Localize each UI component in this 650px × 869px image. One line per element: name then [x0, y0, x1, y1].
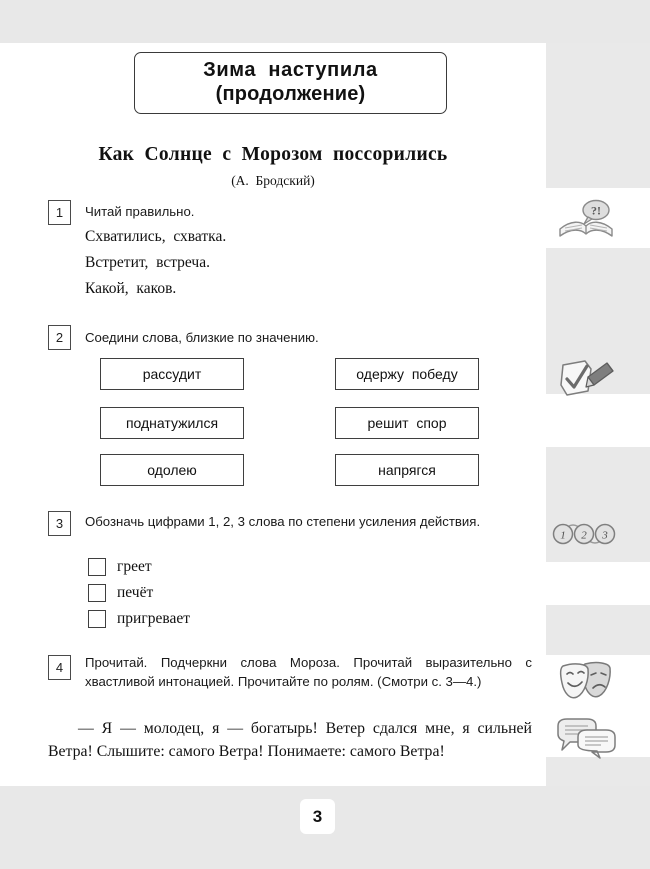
- svg-text:?!: ?!: [591, 203, 601, 218]
- word-box-left-2[interactable]: поднатужился: [100, 407, 244, 439]
- theater-masks-icon: [550, 658, 622, 704]
- checkbox-label-3: пригревает: [117, 610, 190, 627]
- exercise-1-instruction: Читай правильно.: [85, 204, 195, 219]
- svg-text:3: 3: [602, 529, 608, 542]
- checkbox-row-3[interactable]: [88, 610, 190, 628]
- sidebar: [546, 43, 650, 786]
- exercise-2-instruction: Соедини слова, близкие по значению.: [85, 330, 319, 345]
- page-title-box: [134, 52, 447, 114]
- checkbox-row-1[interactable]: [88, 558, 152, 576]
- page-number: 3: [300, 799, 335, 834]
- checkbox-label-1: греет: [117, 558, 152, 575]
- word-box-left-1[interactable]: рассудит: [100, 358, 244, 390]
- exercise-3-instruction: Обозначь цифрами 1, 2, 3 слова по степени усиления действия.: [85, 514, 481, 529]
- exercise-number-3: 3: [48, 511, 71, 536]
- exercise-number-4: 4: [48, 655, 71, 680]
- word-box-right-2[interactable]: решит спор: [335, 407, 479, 439]
- exercise-1-line-3: Какой, каков.: [85, 280, 177, 297]
- word-box-right-3[interactable]: напрягся: [335, 454, 479, 486]
- svg-text:2: 2: [581, 529, 587, 542]
- checkbox-row-2[interactable]: [88, 584, 153, 602]
- word-box-right-1[interactable]: одержу победу: [335, 358, 479, 390]
- exercise-1-line-1: Схватились, схватка.: [85, 228, 227, 245]
- story-author: (А. Бродский): [231, 173, 315, 188]
- numbered-circles-icon: [550, 517, 622, 549]
- exercise-4-instruction: Прочитай. Подчеркни слова Мороза. Прочитай выразительно с хвастливой интонацией. Прочитайте по ролям. (Смотри с. 3—4.): [85, 655, 532, 689]
- page-title-line1: Зима наступила: [203, 59, 378, 82]
- sidebar-band: [546, 43, 650, 188]
- checkbox-label-2: печёт: [117, 584, 154, 601]
- checkbox-2[interactable]: [88, 584, 106, 602]
- speech-bubbles-icon: [550, 715, 622, 759]
- checkbox-1[interactable]: [88, 558, 106, 576]
- exercise-4-passage: — Я — молодец, я — богатырь! Ветер сдался мне, я сильней Ветра! Слышите: самого Ветра! Понимаете: самого Ветра!: [48, 720, 532, 760]
- exercise-number-1: 1: [48, 200, 71, 225]
- word-box-left-3[interactable]: одолею: [100, 454, 244, 486]
- svg-text:1: 1: [560, 529, 566, 542]
- open-book-question-icon: [550, 198, 622, 244]
- checkmark-pencil-icon: [550, 355, 622, 403]
- sidebar-band: [546, 605, 650, 655]
- sidebar-band: [546, 757, 650, 786]
- story-title: Как Солнце с Морозом поссорились: [98, 144, 448, 165]
- checkbox-3[interactable]: [88, 610, 106, 628]
- exercise-1-line-2: Встретит, встреча.: [85, 254, 210, 271]
- exercise-number-2: 2: [48, 325, 71, 350]
- page-title-line2: (продолжение): [215, 83, 366, 105]
